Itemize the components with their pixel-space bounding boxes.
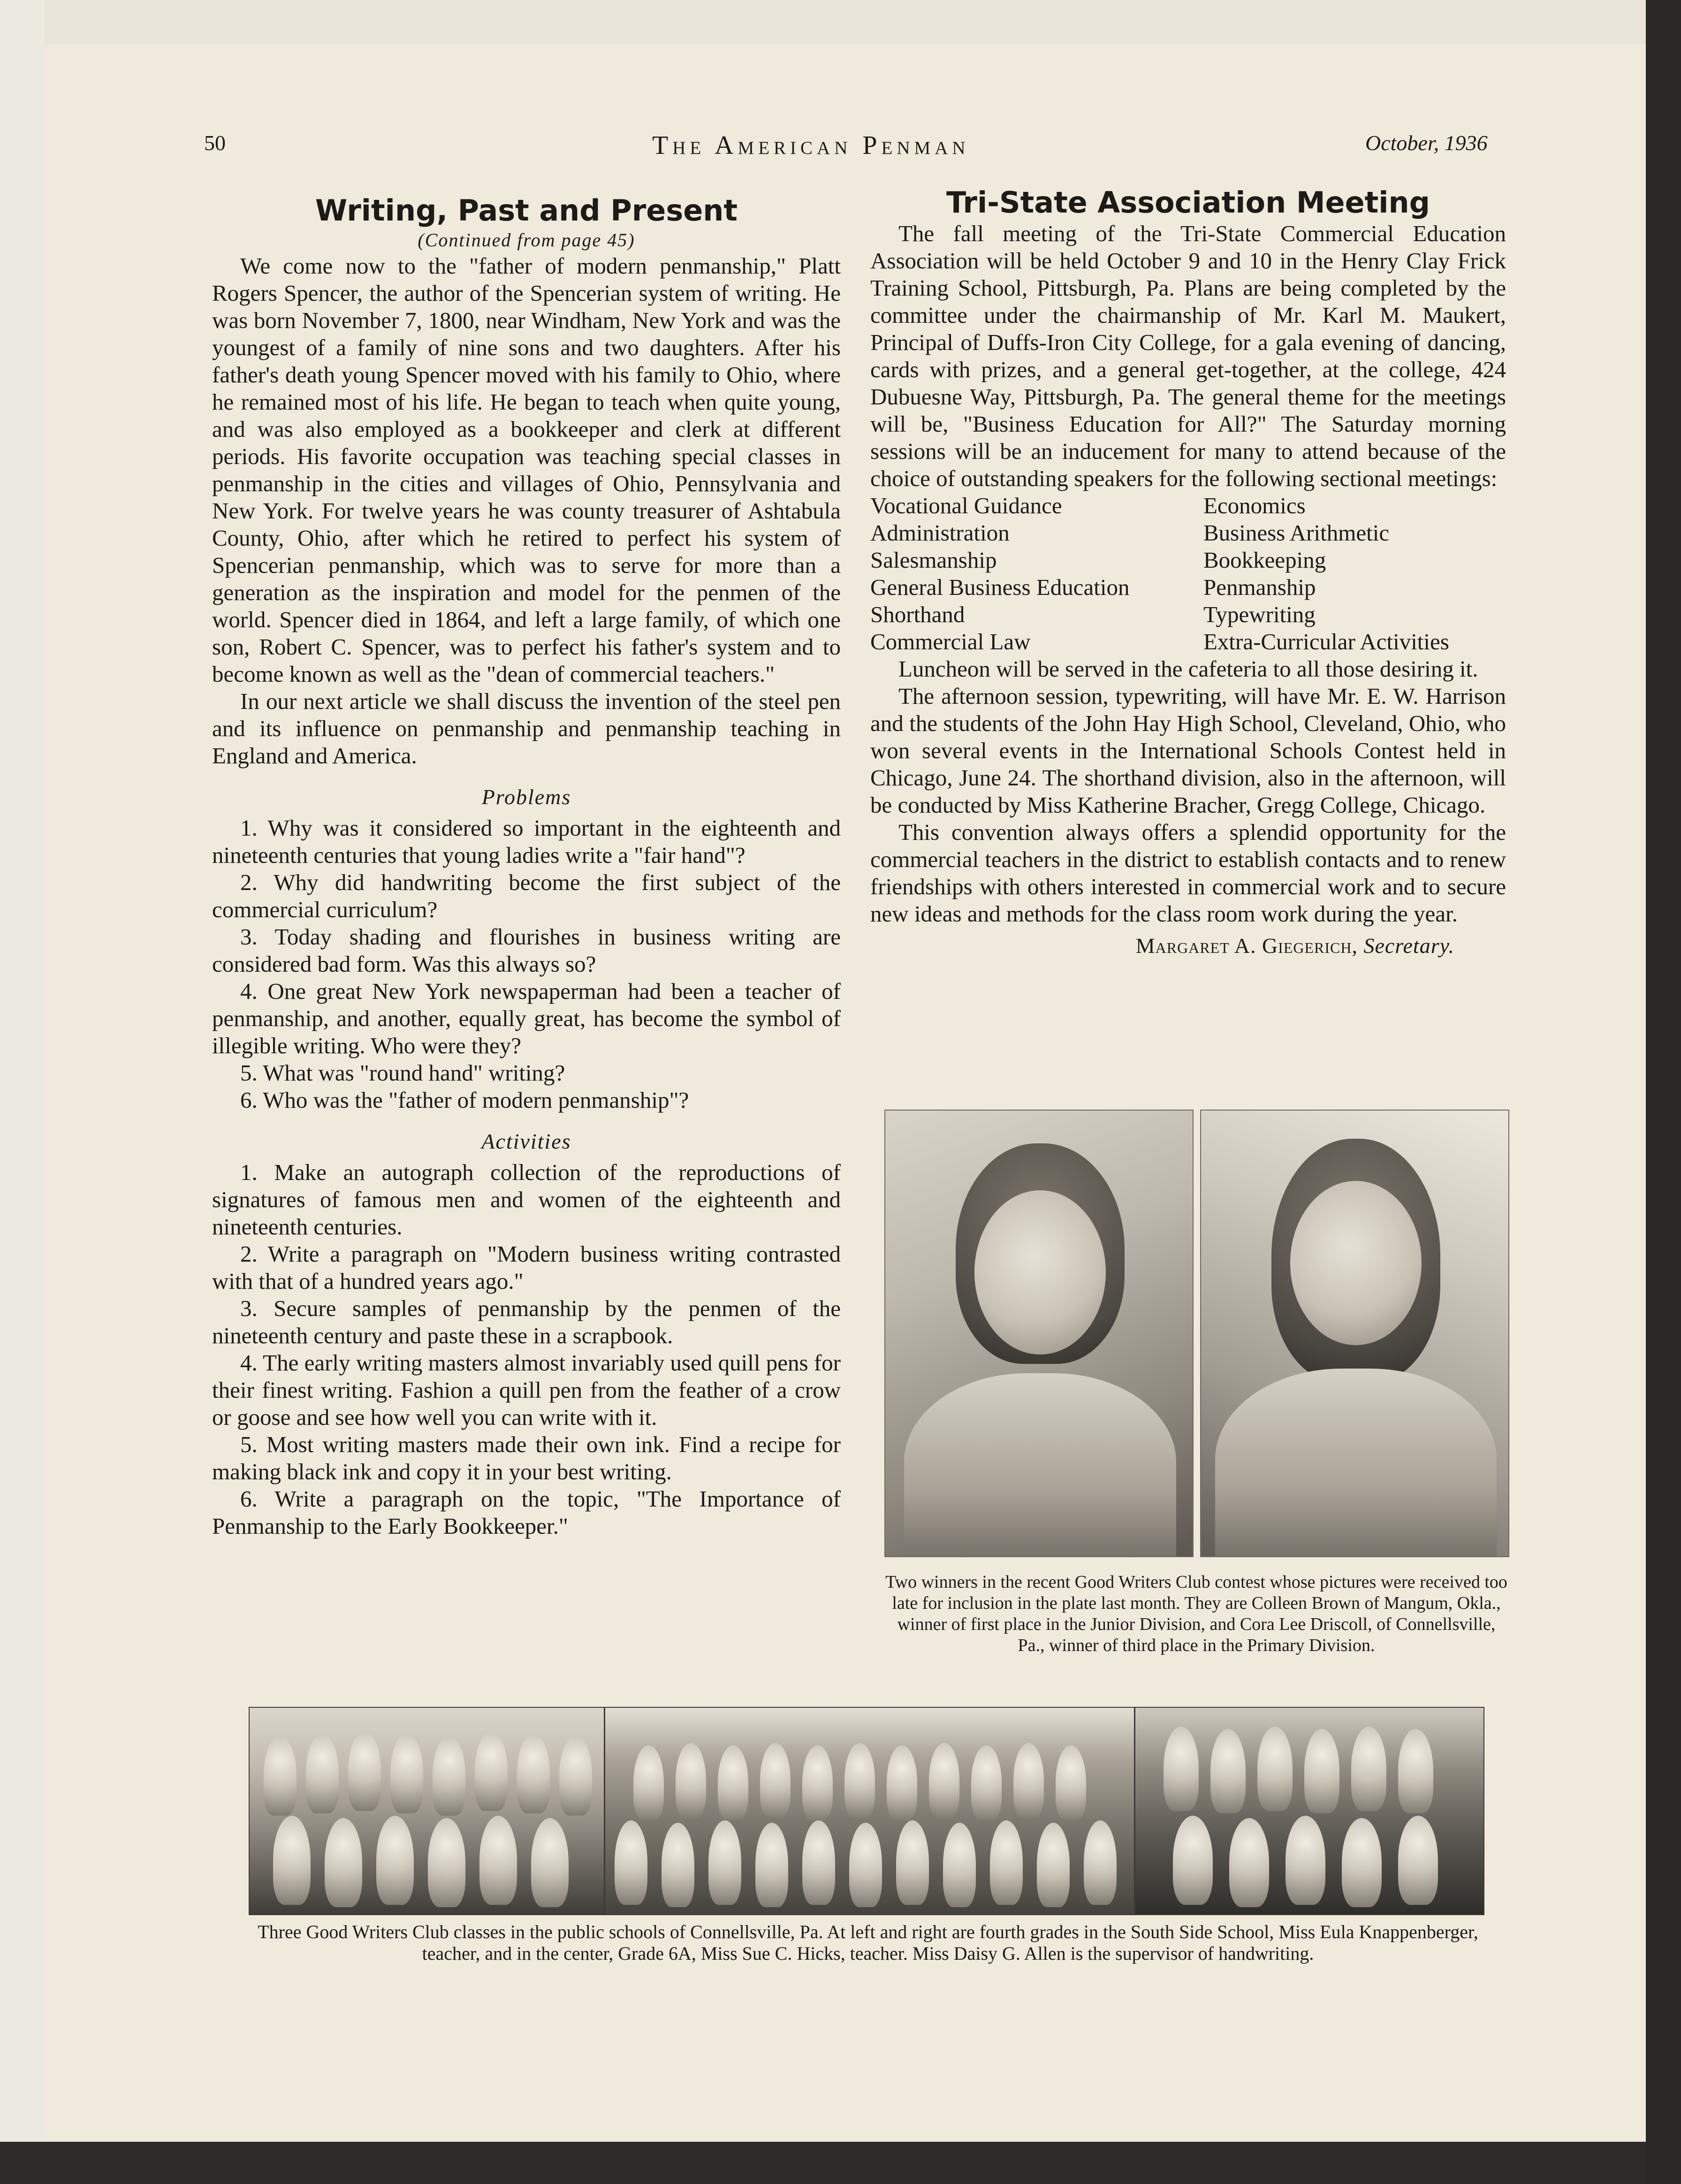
class-photo-center: [604, 1707, 1135, 1915]
issue-date: October, 1936: [1365, 131, 1488, 155]
problem-item: 2. Why did handwriting become the first subject of the commercial curriculum?: [212, 869, 841, 922]
journal-title: The American Penman: [652, 131, 970, 160]
signature: [870, 932, 1506, 959]
problem-item: 4. One great New York newspaperman had been a teacher of penmanship, and another, equally great, has become the symbol of illegible writing. Who were they?: [212, 978, 841, 1058]
scan-border-top: [0, 0, 1646, 45]
article-paragraph: Luncheon will be served in the cafeteria to all those desiring it.: [898, 656, 1478, 682]
problem-item: 3. Today shading and flourishes in business writing are considered bad form. Was this always so?: [212, 924, 841, 977]
session-item: Bookkeeping: [1203, 547, 1326, 573]
session-item: Typewriting: [1203, 601, 1316, 627]
article-paragraph: The fall meeting of the Tri-State Commercial Education Association will be held October 9 and 10 in the Henry Clay Frick Training School, Pittsburgh, Pa. Plans are being completed by the committee under the chairmanship of Mr. Karl M. Maukert, Principal of Duffs-Iron City College, for a gala evening of dancing, cards with prizes, and a general get-together, at the college, 424 Dubuesne Way, Pittsburgh, Pa. The general theme for the meetings will be, "Business Education for All?" The Saturday morning sessions will be an inducement for many to attend because of the choice of outstanding speakers for the following sectional meetings:: [870, 221, 1506, 491]
sectional-meetings-list: [870, 492, 1506, 655]
scan-border-right: [1646, 0, 1681, 2184]
session-item: Vocational Guidance: [870, 493, 1062, 518]
article-title-writing: Writing, Past and Present: [315, 193, 738, 228]
signature-name: Margaret A. Giegerich,: [1135, 934, 1358, 958]
continued-note: (Continued from page 45): [418, 229, 635, 251]
scan-border-left: [0, 0, 45, 2184]
portraits-caption: Two winners in the recent Good Writers Club contest whose pictures were received too late for inclusion in the plate last month. They are Colleen Brown of Mangum, Okla., winner of first place in the Junior Division, and Cora Lee Driscoll, of Connellsville, Pa., winner of third place in the Primary Division.: [885, 1572, 1507, 1655]
session-item: Salesmanship: [870, 547, 997, 573]
session-item: Economics: [1203, 493, 1306, 518]
right-column: [870, 185, 1506, 959]
session-item: Extra-Curricular Activities: [1203, 629, 1449, 654]
session-item: Commercial Law: [870, 629, 1031, 654]
problems-heading: Problems: [481, 785, 571, 809]
portrait-face: [1290, 1181, 1422, 1345]
activity-item: 4. The early writing masters almost invariably used quill pens for their finest writing. Fashion a quill pen from the feather of a crow or goose and see how well you can write with it.: [212, 1350, 841, 1430]
session-item: Shorthand: [870, 601, 965, 627]
class-photo-right: [1134, 1707, 1484, 1915]
article-paragraph: This convention always offers a splendid opportunity for the commercial teachers in the district to establish contacts and to renew friendships with others interested in commercial work and to secure new ideas and methods for the class room work during the year.: [870, 819, 1506, 927]
portrait-body: [1215, 1369, 1497, 1557]
session-item: Business Arithmetic: [1203, 520, 1390, 546]
left-column: [212, 193, 841, 1540]
portrait-face: [974, 1190, 1106, 1355]
signature-role: Secretary.: [1363, 934, 1454, 958]
activity-item: 3. Secure samples of penmanship by the penmen of the nineteenth century and paste these in a scrapbook.: [212, 1295, 841, 1348]
portrait-photo-colleen: [884, 1110, 1194, 1557]
problem-item: 1. Why was it considered so important in the eighteenth and nineteenth centuries that young ladies write a "fair hand"?: [212, 815, 841, 868]
activity-item: 1. Make an autograph collection of the reproductions of signatures of famous men and women of the eighteenth and nineteenth centuries.: [212, 1159, 841, 1240]
activity-item: 2. Write a paragraph on "Modern business writing contrasted with that of a hundred years ago.": [212, 1241, 841, 1294]
portrait-photo-cora: [1200, 1110, 1509, 1557]
article-paragraph: In our next article we shall discuss the invention of the steel pen and its influence on penmanship and penmanship teaching in England and America.: [212, 688, 841, 769]
activity-item: 5. Most writing masters made their own ink. Find a recipe for making black ink and copy it in your best writing.: [212, 1431, 841, 1484]
activities-heading: Activities: [481, 1129, 571, 1153]
article-paragraph: We come now to the "father of modern penmanship," Platt Rogers Spencer, the author of the Spencerian system of writing. He was born November 7, 1800, near Windham, New York and was the youngest of a family of nine sons and two daughters. After his father's death young Spencer moved with his family to Ohio, where he remained most of his life. He began to teach when quite young, and was also employed as a bookkeeper and clerk at different periods. His favorite occupation was teaching special classes in penmanship in the cities and villages of Ohio, Pennsylvania and New York. For twelve years he was county treasurer of Ashtabula County, Ohio, after which he retired to perfect his system of Spencerian penmanship, which was to serve for more than a generation as the inspiration and model for the penmen of the world. Spencer died in 1864, and left a large family, of which one son, Robert C. Spencer, was to perfect his father's system and to become known as well as the "dean of commercial teachers.": [212, 253, 841, 687]
session-item: General Business Education: [870, 574, 1130, 600]
portrait-body: [904, 1373, 1176, 1557]
article-paragraph: The afternoon session, typewriting, will have Mr. E. W. Harrison and the students of the John Hay High School, Cleveland, Ohio, who won several events in the International Schools Contest held in Chicago, June 24. The shorthand division, also in the afternoon, will be conducted by Miss Katherine Bracher, Gregg College, Chicago.: [870, 683, 1506, 818]
page-number: 50: [204, 131, 226, 155]
problem-item: 5. What was "round hand" writing?: [240, 1060, 565, 1086]
session-item: Administration: [870, 520, 1010, 546]
article-title-tri-state: Tri-State Association Meeting: [946, 185, 1430, 220]
class-photo-left: [249, 1707, 605, 1915]
classes-caption: Three Good Writers Club classes in the public schools of Connellsville, Pa. At left and right are fourth grades in the South Side School, Miss Eula Knappenberger, teacher, and in the center, Grade 6A, Miss Sue C. Hicks, teacher. Miss Daisy G. Allen is the supervisor of handwriting.: [258, 1921, 1478, 1964]
session-item: Penmanship: [1203, 574, 1316, 600]
activity-item: 6. Write a paragraph on the topic, "The Importance of Penmanship to the Early Bookkeeper.": [212, 1486, 841, 1539]
problem-item: 6. Who was the "father of modern penmanship"?: [240, 1087, 689, 1113]
scan-border-bottom: [0, 2142, 1646, 2184]
